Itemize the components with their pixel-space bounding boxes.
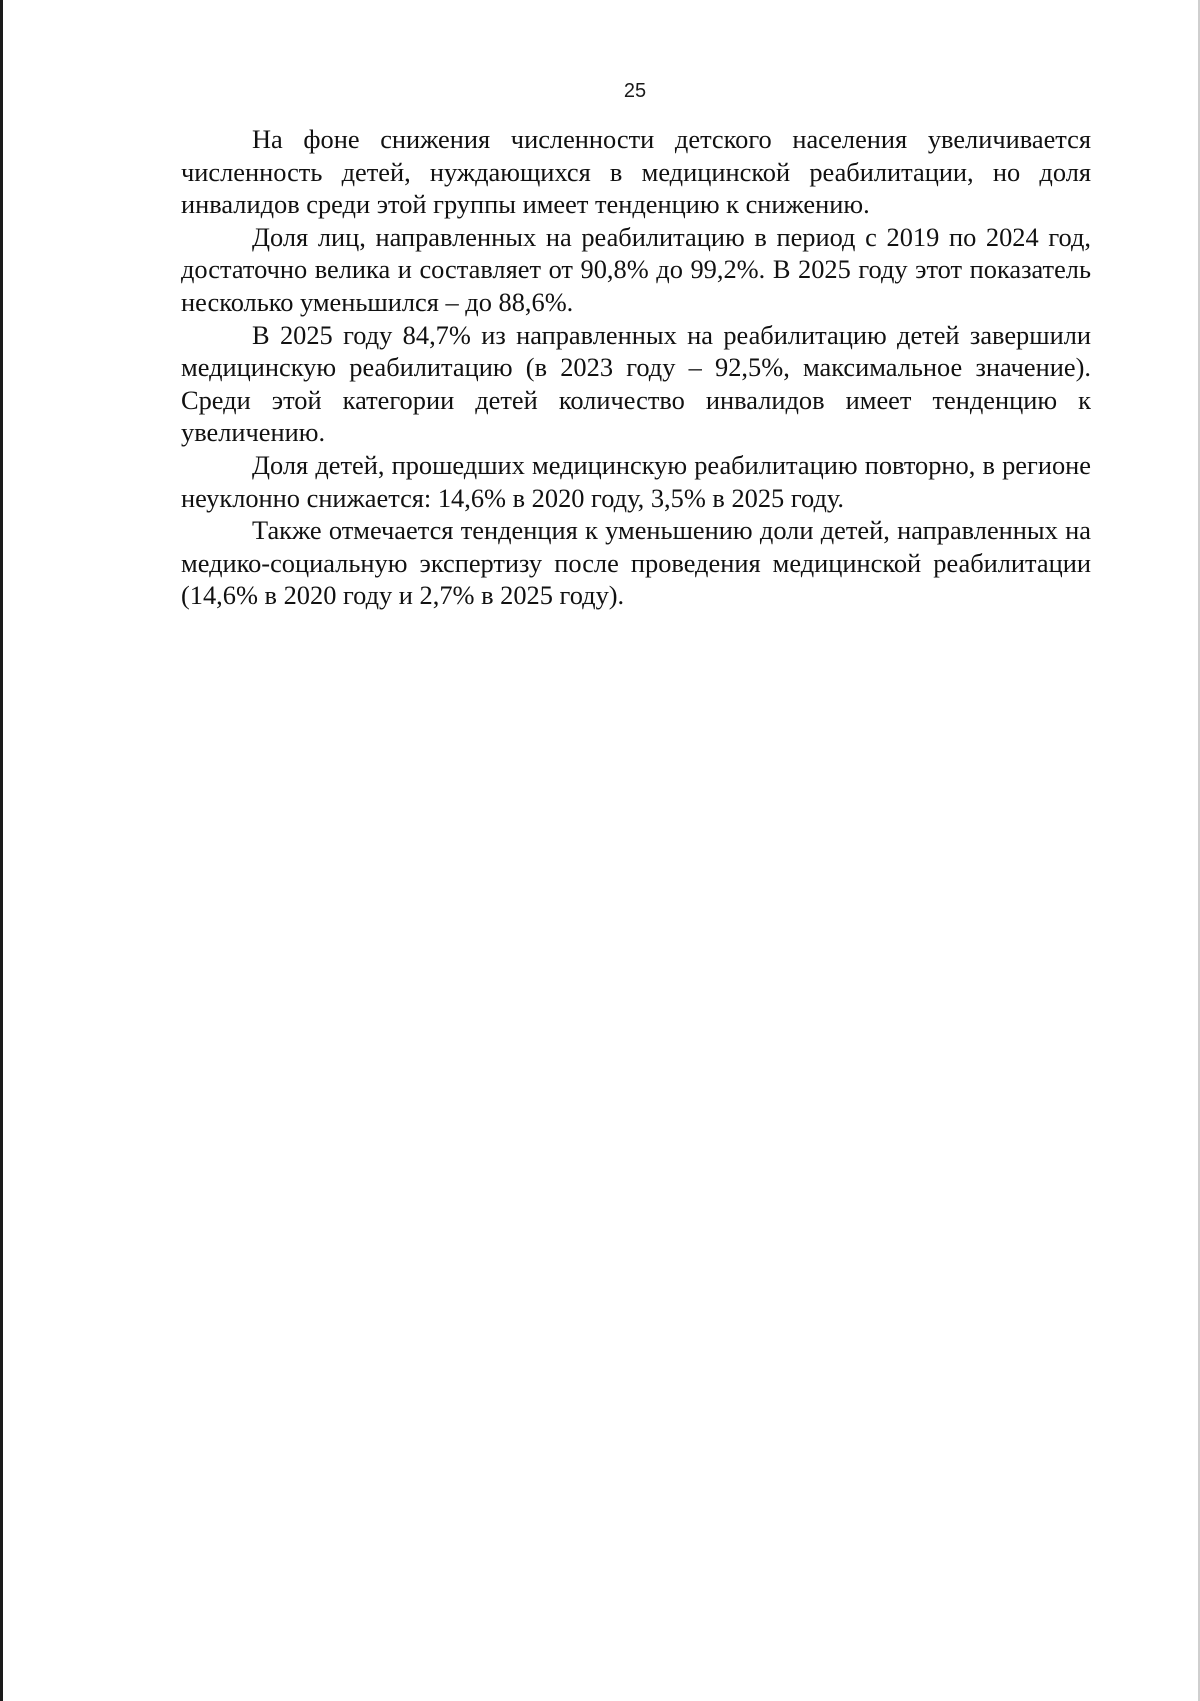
paragraph-repeat-rehab: Доля детей, прошедших медицинскую реабилитацию повторно, в регионе неуклонно снижается: 14,6% в 2020 году, 3,5% в 2025 году. [181, 449, 1091, 513]
paragraph-mse-referrals: Также отмечается тенденция к уменьшению доли детей, направленных на медико-социальную экспертизу после проведения медицинской реабилитации (14,6% в 2020 году и 2,7% в 2025 году). [181, 515, 1091, 611]
page-number: 25 [623, 80, 647, 102]
paragraph-completed-rehab: В 2025 году 84,7% из направленных на реабилитацию детей завершили медицинскую реабилитацию (в 2023 году – 92,5%, максимальное значение). Среди этой категории детей количество инвалидов имеет тенденцию к увеличению. [181, 319, 1091, 448]
document-body [181, 123, 1091, 612]
scan-edge-left [0, 0, 3, 1701]
paragraph-referred-share: Доля лиц, направленных на реабилитацию в период с 2019 по 2024 год, достаточно велика и составляет от 90,8% до 99,2%. В 2025 году этот показатель несколько уменьшился – до 88,6%. [181, 221, 1091, 317]
paragraph-child-population-rehab: На фоне снижения численности детского населения увеличивается численность детей, нуждающихся в медицинской реабилитации, но доля инвалидов среди этой группы имеет тенденцию к снижению. [181, 124, 1091, 220]
